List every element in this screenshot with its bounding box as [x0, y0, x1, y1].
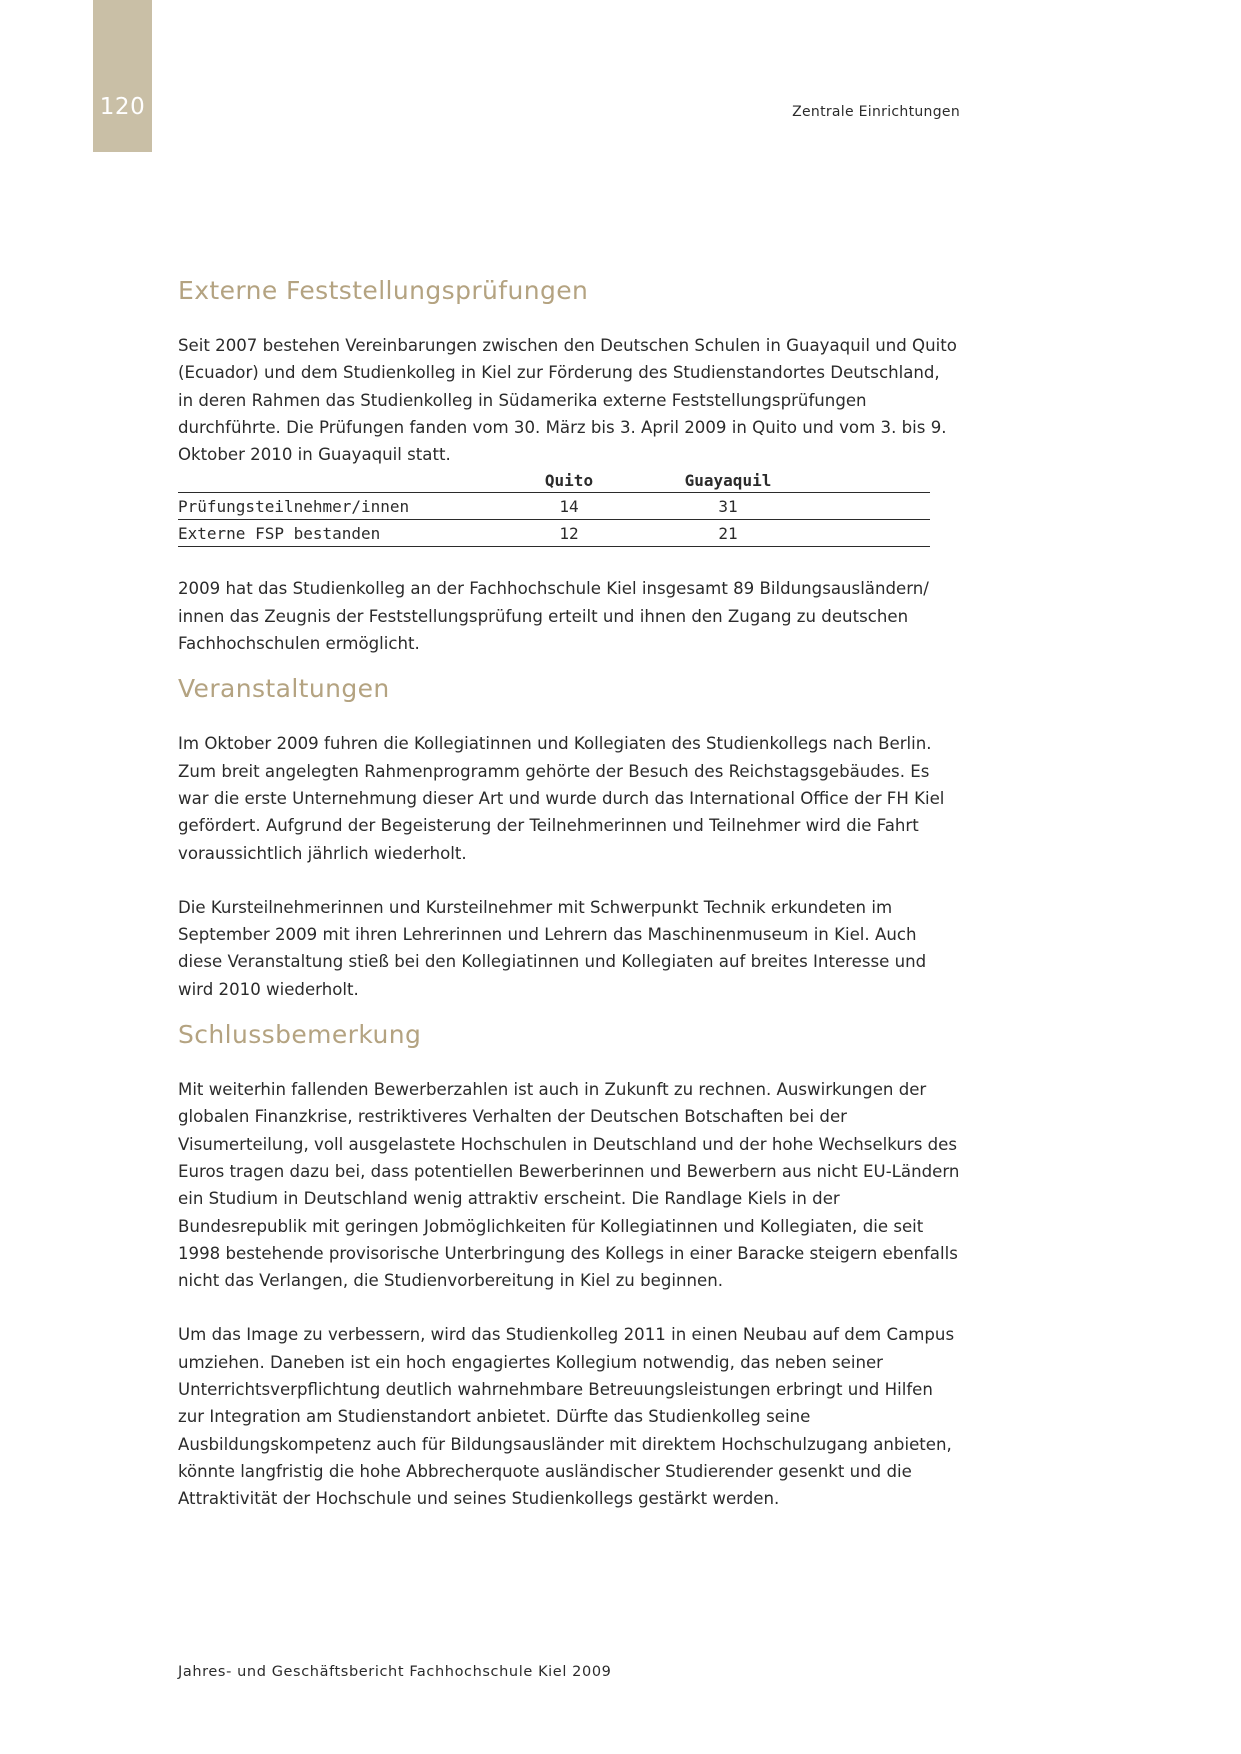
section-veranstaltungen — [178, 673, 960, 1003]
table-header-row — [178, 468, 930, 493]
section-externe-feststellungspruefungen — [178, 275, 960, 657]
table-cell: 31 — [718, 496, 738, 516]
page-number-tab — [93, 0, 152, 152]
table-cell: 14 — [559, 496, 579, 516]
table-cell: 12 — [559, 523, 579, 543]
table-cell: Externe FSP bestanden — [178, 523, 381, 543]
table-row — [178, 493, 930, 520]
main-content — [178, 275, 960, 1513]
running-head: Zentrale Einrichtungen — [792, 104, 960, 120]
table-header-cell: Guayaquil — [684, 470, 772, 490]
paragraph: Die Kursteilnehmerinnen und Kursteilnehmer mit Schwerpunkt Technik erkundeten im September 2009 mit ihren Lehrerinnen und Lehrern das Maschinenmuseum in Kiel. Auch diese Veranstaltung stieß bei den Kollegiatinnen und Kollegiaten auf breites Interesse und wird 2010 wiederholt. — [178, 897, 927, 999]
paragraph: 2009 hat das Studienkolleg an der Fachhochschule Kiel insgesamt 89 Bildungsausländern/ innen das Zeugnis der Feststellungsprüfung erteilt und ihnen den Zugang zu deutschen Fachhochschulen ermöglicht. — [178, 579, 929, 654]
page-footer: Jahres- und Geschäftsbericht Fachhochschule Kiel 2009 — [178, 1664, 612, 1680]
results-table — [178, 468, 930, 547]
paragraph: Mit weiterhin fallenden Bewerberzahlen ist auch in Zukunft zu rechnen. Auswirkungen der globalen Finanzkrise, restriktiveres Verhalten der Deutschen Botschaften bei der Visumerteilung, voll ausgelastete Hochschulen in Deutschland und der hohe Wechselkurs des Euros tragen dazu bei, dass potentiellen Bewerberinnen und Bewerbern aus nicht EU-Ländern ein Studium in Deutschland wenig attraktiv erscheint. Die Randlage Kiels in der Bundesrepublik mit geringen Jobmöglichkeiten für Kollegiatinnen und Kollegiaten, die seit 1998 bestehende provisorische Unterbringung des Kollegs in einer Baracke steigern ebenfalls nicht das Verlangen, die Studienvorbereitung in Kiel zu beginnen. — [178, 1080, 960, 1291]
table-row — [178, 520, 930, 547]
page-number: 120 — [99, 94, 146, 120]
table-cell: Prüfungsteilnehmer/innen — [178, 496, 410, 516]
section-heading: Schlussbemerkung — [178, 1020, 422, 1050]
table-cell: 21 — [718, 523, 738, 543]
paragraph: Seit 2007 bestehen Vereinbarungen zwischen den Deutschen Schulen in Guayaquil und Quito (Ecuador) und dem Studienkolleg in Kiel zur Förderung des Studienstandortes Deutschland, in deren Rahmen das Studienkolleg in Südamerika externe Feststellungsprüfungen durchführte. Die Prüfungen fanden vom 30. März bis 3. April 2009 in Quito und vom 3. bis 9. Oktober 2010 in Guayaquil statt. — [178, 336, 957, 465]
paragraph: Um das Image zu verbessern, wird das Studienkolleg 2011 in einen Neubau auf dem Campus umziehen. Daneben ist ein hoch engagiertes Kollegium notwendig, das neben seiner Unterrichtsverpflichtung deutlich wahrnehmbare Betreuungsleistungen erbringt und Hilfen zur Integration am Studienstandort anbietet. Dürfte das Studienkolleg seine Ausbildungskompetenz auch für Bildungsausländer mit direktem Hochschulzugang anbieten, könnte langfristig die hohe Abbrecherquote ausländischer Studierender gesenkt und die Attraktivität der Hochschule und seines Studienkollegs gestärkt werden. — [178, 1325, 955, 1509]
section-heading: Veranstaltungen — [178, 674, 390, 704]
section-heading: Externe Feststellungsprüfungen — [178, 276, 589, 305]
table-header-cell: Quito — [544, 470, 594, 490]
paragraph: Im Oktober 2009 fuhren die Kollegiatinnen und Kollegiaten des Studienkollegs nach Berlin. Zum breit angelegten Rahmenprogramm gehörte der Besuch des Reichstagsgebäudes. Es war die erste Unternehmung dieser Art und wurde durch das International Office der FH Kiel gefördert. Aufgrund der Begeisterung der Teilnehmerinnen und Teilnehmer wird die Fahrt voraussichtlich jährlich wiederholt. — [178, 734, 945, 863]
section-schlussbemerkung — [178, 1019, 960, 1512]
